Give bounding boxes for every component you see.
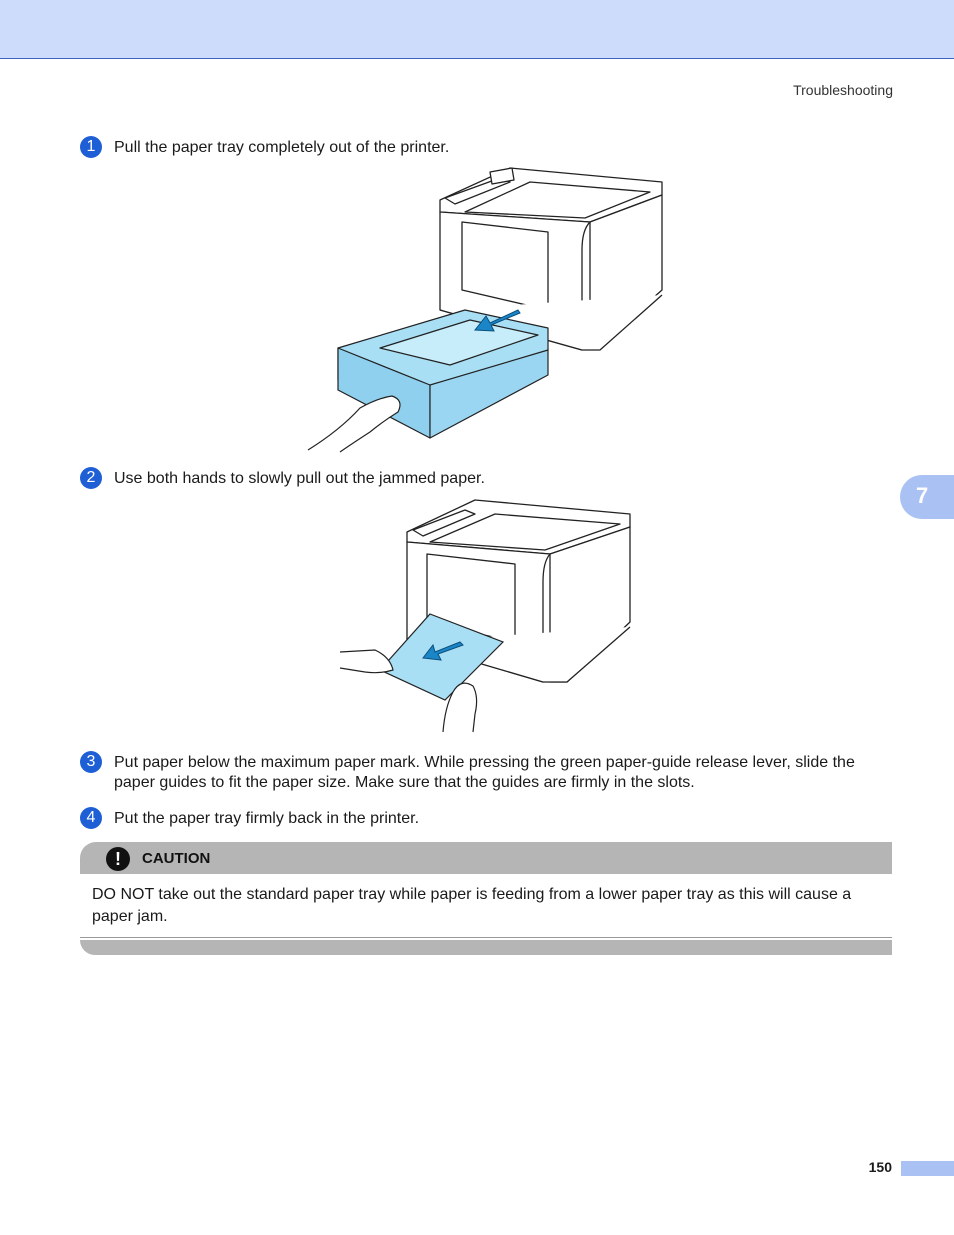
caution-header [80, 842, 892, 874]
caution-footer-bar [80, 940, 892, 955]
page-tab [901, 1161, 954, 1176]
exclamation-icon: ! [106, 847, 130, 871]
caution-text: DO NOT take out the standard paper tray while paper is feeding from a lower paper tray as this will cause a paper jam. [92, 886, 852, 925]
step-text: Put paper below the maximum paper mark. While pressing the green paper-guide release lever, slide the paper guides to fit the paper size. Make sure that the guides are firmly in the slots. [114, 754, 855, 791]
header-band [0, 0, 954, 59]
chapter-number: 7 [916, 483, 929, 508]
chapter-tab [900, 475, 954, 519]
printer-tray-out-illustration [300, 160, 670, 460]
step-text: Use both hands to slowly pull out the jammed paper. [114, 470, 485, 487]
caution-divider [80, 937, 892, 938]
step-number: 4 [80, 807, 102, 829]
step-number: 1 [80, 136, 102, 158]
page-number: 150 [868, 1159, 892, 1175]
jammed-paper-illustration [335, 492, 635, 742]
step-number: 2 [80, 467, 102, 489]
running-head: Troubleshooting [793, 82, 893, 98]
step-number: 3 [80, 751, 102, 773]
caution-label: CAUTION [142, 850, 211, 867]
step-text: Put the paper tray firmly back in the printer. [114, 810, 420, 827]
step-text: Pull the paper tray completely out of the printer. [114, 139, 450, 156]
